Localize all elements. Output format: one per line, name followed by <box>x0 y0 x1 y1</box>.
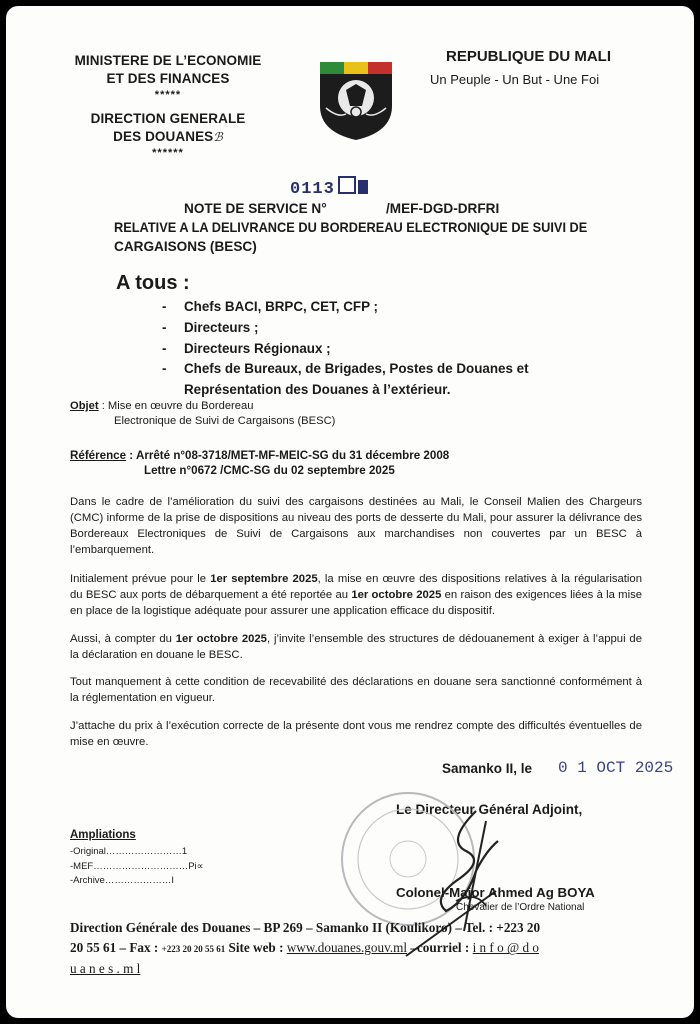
footer-email-link[interactable]: i n f o @ d o <box>472 940 539 956</box>
ampliation-row: -Original……………………1 <box>70 846 188 857</box>
footer-contact <box>70 918 690 979</box>
objet-label: Objet <box>70 400 99 412</box>
objet-line2: Electronique de Suivi de Cargaisons (BESC) <box>114 415 336 427</box>
signatory-name: Colonel-Major Ahmed Ag BOYA <box>396 885 595 900</box>
footer-line3: u a n e s . m l <box>70 960 141 976</box>
footer-line1: Direction Générale des Douanes – BP 269 – Samanko II (Koulikoro) – Tel. : +223 20 <box>70 920 541 935</box>
recipient-item: - Directeurs Régionaux ; <box>162 340 331 356</box>
signatory-role: Le Directeur Général Adjoint, <box>396 802 583 817</box>
direction-line1: DIRECTION GENERALE <box>90 111 246 127</box>
paragraph-2: Initialement prévue pour le 1er septembre 2025, la mise en œuvre des dispositions relatives à la régularisation du BESC aux ports de débarquement a été reportée au 1er octobre 2025 en raison des exigences liées à la mise en place de la logistique adéquate pour assurer une application efficace du dispositif. <box>70 573 643 618</box>
reference-label: Référence <box>70 449 127 462</box>
recipient-item: Représentation des Douanes à l’extérieur. <box>184 382 451 398</box>
customs-emblem <box>316 54 396 142</box>
paragraph-4: Tout manquement à cette condition de recevabilité des déclarations en douane sera sanctionné conformément à la réglementation en vigueur. <box>70 676 642 705</box>
customs-emblem-icon <box>316 54 396 142</box>
header-stars-1: ***** <box>154 88 182 101</box>
ministry-header <box>58 52 278 160</box>
republic-title: REPUBLIQUE DU MALI <box>446 48 611 65</box>
recipients-list <box>162 297 529 401</box>
footer-line2: 20 55 61 – Fax : +223 20 20 55 61 Site web : www.douanes.gouv.ml –courriel : i n f o @ d o <box>70 940 539 956</box>
republic-motto: Un Peuple - Un But - Une Foi <box>430 72 600 87</box>
note-title-line3: CARGAISONS (BESC) <box>114 239 257 254</box>
reference-line1: Référence : Arrêté n°08-3718/MET-MF-MEIC-SG du 31 décembre 2008 <box>70 449 450 462</box>
ampliations-list <box>70 845 203 889</box>
signatory-distinction: Chevalier de l’Ordre National <box>456 902 585 913</box>
note-title-suffix: /MEF-DGD-DRFRI <box>386 201 500 216</box>
paragraph-5: J’attache du prix à l’exécution correcte de la présente dont vous me rendrez compte des difficultés éventuelles de mise en œuvre. <box>70 720 642 749</box>
footer-website-link[interactable]: www.douanes.gouv.ml <box>286 940 408 956</box>
ministry-line2: ET DES FINANCES <box>106 70 230 86</box>
document-page <box>6 6 694 1018</box>
paragraph-3: Aussi, à compter du 1er octobre 2025, j’invite l’ensemble des structures de dédouanement à exiger à l’appui de la déclaration en douane le BESC. <box>70 633 643 662</box>
note-title-line2: RELATIVE A LA DELIVRANCE DU BORDEREAU ELECTRONIQUE DE SUIVI DE <box>114 220 588 235</box>
paragraph-1: Dans le cadre de l’amélioration du suivi des cargaisons destinées au Mali, le Conseil Malien des Chargeurs (CMC) informe de la prise de dispositions au niveau des ports de desserte du Mali, pour assurer la délivrance des Bordereaux Electroniques de Suivi de Cargaisons aux marchandises non couvertes par un BESC à l’embarquement. <box>70 496 642 557</box>
stamp-number: 0113 <box>290 176 368 199</box>
initials-mark: ℬ <box>213 129 223 144</box>
recipients-heading: A tous : <box>116 272 190 294</box>
ampliation-row: -Archive…………………I <box>70 875 174 887</box>
reference-line2: Lettre n°0672 /CMC-SG du 02 septembre 2025 <box>144 464 395 477</box>
date-stamp: 0 1 OCT 2025 <box>558 759 674 777</box>
recipient-item: - Chefs BACI, BRPC, CET, CFP ; <box>162 299 378 314</box>
direction-line2: DES DOUANESℬ <box>113 128 223 144</box>
place-text: Samanko II, le <box>442 761 533 776</box>
ampliation-row: -MEF…………………………Pi∝ <box>70 860 204 872</box>
recipient-item: - Chefs de Bureaux, de Brigades, Postes de Douanes et <box>162 361 529 377</box>
note-title-line1: NOTE DE SERVICE N° <box>184 201 327 216</box>
ministry-line1: MINISTERE DE L’ECONOMIE <box>74 53 262 68</box>
objet-line1: Objet : Mise en œuvre du Bordereau <box>70 400 254 412</box>
recipient-item: - Directeurs ; <box>162 319 259 335</box>
header-stars-2: ****** <box>152 146 184 159</box>
ampliations-title: Ampliations <box>70 829 136 841</box>
